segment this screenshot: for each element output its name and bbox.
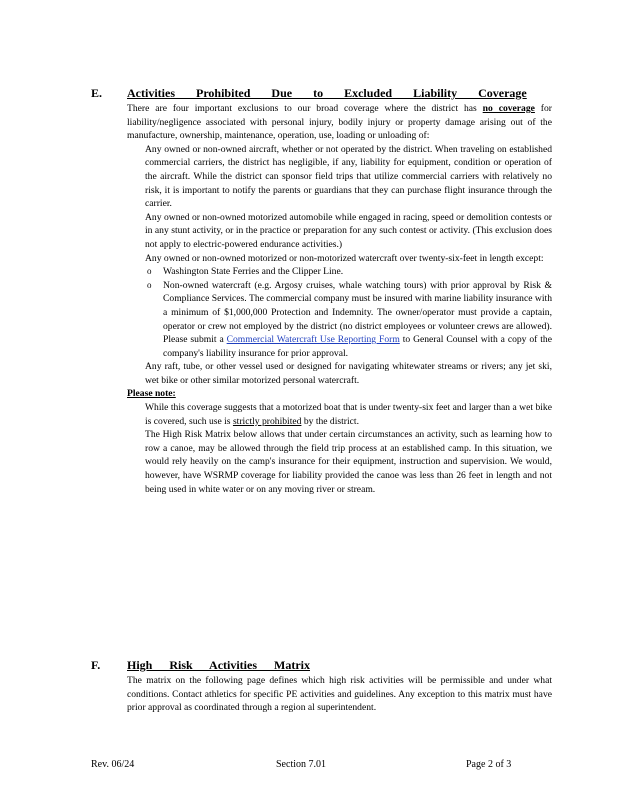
watercraft-form-link[interactable]: Commercial Watercraft Use Reporting Form (226, 334, 400, 346)
note-high-risk-matrix: The High Risk Matrix below allows that under certain circumstances an activity, such as learning how to row a canoe, may be allowed through the field trip process at an established camp. In this situation, we would rely heavily on the camp's insurance for their equipment, instruction and supervision. We would, however, have WSRMP coverage for liability provided the canoe was less than 26 feet in length and not being used in white water or on any moving river or stream. (145, 429, 552, 495)
list-item (127, 360, 552, 387)
list-item (145, 279, 552, 361)
list-item (145, 265, 552, 279)
section-e-title: Activities Prohibited Due to Excluded Liability Coverage (127, 86, 527, 100)
list-item (127, 211, 552, 252)
exclusion-automobile: Any owned or non-owned motorized automobile while engaged in racing, speed or demolition contests or in any stunt activity, or in the practice or preparation for any such contest or activity. (This exclusion does not apply to electric-powered endurance activities.) (145, 211, 552, 250)
strictly-prohibited-emphasis: strictly prohibited (232, 415, 302, 427)
section-f-letter: F. (91, 658, 101, 672)
watercraft-exceptions (145, 265, 552, 360)
exception-nonowned-post: to General Counsel with a copy of the company's liability insurance for prior approval. (163, 334, 552, 359)
list-item (127, 143, 552, 211)
list-item (127, 428, 552, 496)
section-f-body (127, 674, 552, 715)
footer-section: Section 7.01 (276, 759, 326, 770)
circle-bullet-icon: o (147, 266, 152, 277)
note-motorboat-pre: While this coverage suggests that a motorized boat that is under twenty-six feet and larger than a wet bike is covered, such use is (145, 402, 552, 427)
section-f-title: High Risk Activities Matrix (127, 658, 310, 672)
no-coverage-emphasis: no coverage (482, 103, 535, 114)
section-e-body (127, 102, 552, 496)
section-e-letter: E. (91, 86, 103, 100)
exclusion-watercraft: Any owned or non-owned motorized or non-motorized watercraft over twenty-six-feet in length except: (145, 252, 544, 264)
note-list (127, 401, 552, 496)
section-e-intro (127, 102, 552, 143)
list-item (127, 252, 552, 361)
circle-bullet-icon: o (147, 279, 152, 290)
intro-text-pre: There are four important exclusions to our broad coverage where the district has (127, 103, 477, 114)
footer-revision: Rev. 06/24 (91, 759, 135, 770)
exception-ferries: Washington State Ferries and the Clipper Line. (163, 266, 344, 278)
exclusion-whitewater: Any raft, tube, or other vessel used or designed for navigating whitewater streams or rivers; any jet ski, wet bike or other similar motorized personal watercraft. (145, 361, 552, 386)
footer-page-number: Page 2 of 3 (466, 759, 512, 770)
list-item (127, 401, 552, 428)
intro-text-post: for liability/negligence associated with personal injury, bodily injury or property damage arising out of the manufacture, ownership, maintenance, operation, use, loading or unloading of: (127, 103, 552, 142)
please-note-label: Please note: (127, 388, 176, 400)
section-f-text: The matrix on the following page defines which high risk activities will be permissible and under what conditions. Contact athletics for specific PE activities and guidelines. Any exception to this matrix must have prior approval as coordinated through a region al superintendent. (127, 675, 552, 714)
note-motorboat-post: by the district. (301, 415, 359, 427)
exception-nonowned-pre: Non-owned watercraft (e.g. Argosy cruises, whale watching tours) with prior approval by Risk & Compliance Services. The commercial company must be insured with marine liability insurance with a minimum of $1,000,000 Protection and Indemnity. The owner/operator must provide a captain, operator or crew not employed by the district (no district employees or volunteer crews are allowed). Please submit a (163, 279, 552, 346)
exclusion-list (127, 143, 552, 388)
exclusion-aircraft: Any owned or non-owned aircraft, whether or not operated by the district. When traveling on established commercial carriers, the district has negligible, if any, liability for equipment, condition or operation of the aircraft. While the district can sponsor field trips that utilize commercial carriers with relatively no risk, it is important to notify the parents or guardians that they can purchase flight insurance through the carrier. (145, 143, 552, 210)
